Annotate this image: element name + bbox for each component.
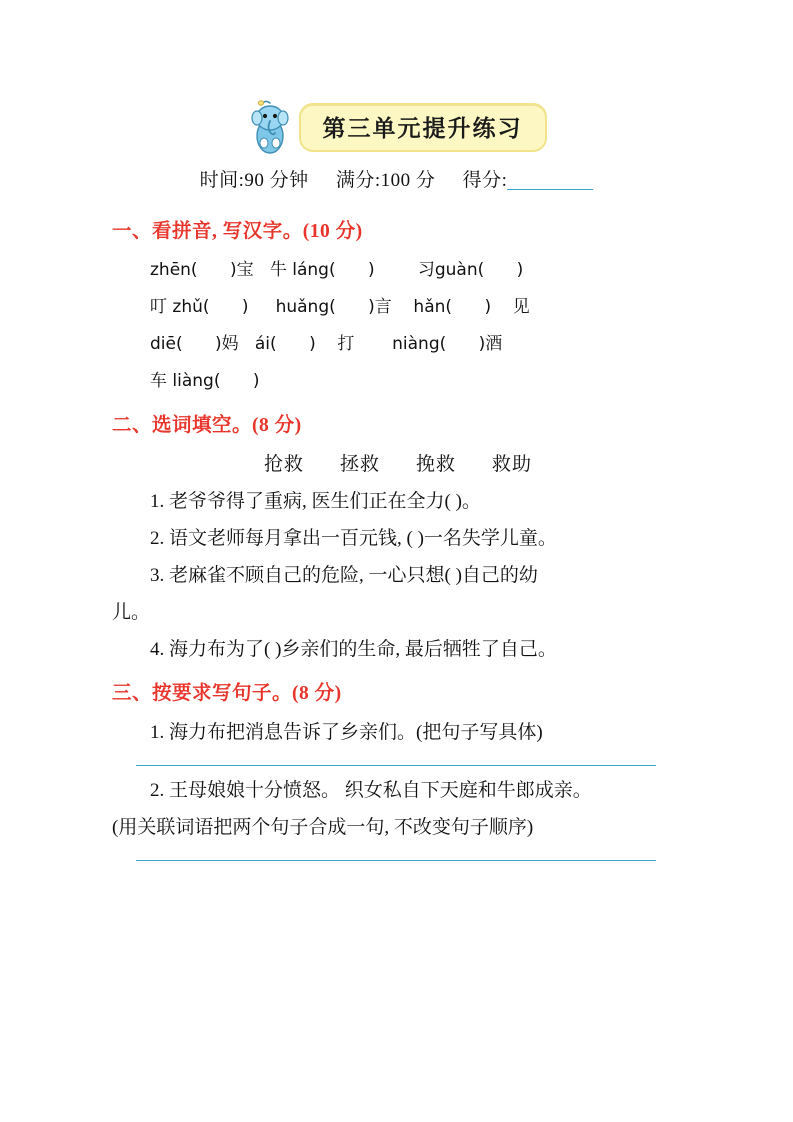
answer-line-2[interactable] (136, 860, 656, 861)
time-label: 时间:90 分钟 (199, 170, 309, 191)
word-bank (112, 446, 712, 483)
pinyin-line-2: 叮 zhǔ( ) huǎng( )言 hǎn( ) 见 (150, 297, 530, 317)
word-bank-item-1: 抢救 (264, 454, 305, 475)
mascot-icon (247, 96, 293, 158)
section-heading-2: 二、选词填空。(8 分) (112, 415, 302, 436)
fill-blank-item-3-wrap: 儿。 (112, 602, 151, 623)
word-bank-item-3: 挽救 (416, 454, 457, 475)
title-row (0, 96, 793, 158)
pinyin-line-4: 车 liàng( ) (150, 371, 260, 391)
fill-blank-item-3: 3. 老麻雀不顾自己的危险, 一心只想( )自己的幼 (150, 565, 538, 586)
exam-info-line (0, 165, 793, 192)
page-title: 第三单元提升练习 (299, 103, 547, 152)
total-score-label: 满分:100 分 (335, 170, 436, 191)
sentence-item-2-note: (用关联词语把两个句子合成一句, 不改变句子顺序) (112, 817, 534, 838)
word-bank-item-4: 救助 (492, 454, 533, 475)
pinyin-line-1: zhēn( )宝 牛 láng( ) 习guàn( ) (150, 260, 524, 280)
section-heading-1: 一、看拼音, 写汉字。(10 分) (112, 221, 363, 242)
fill-blank-item-4: 4. 海力布为了( )乡亲们的生命, 最后牺牲了自己。 (150, 639, 557, 660)
fill-blank-item-1: 1. 老爷爷得了重病, 医生们正在全力( )。 (150, 491, 481, 512)
answer-line-1[interactable] (136, 765, 656, 766)
section-heading-3: 三、按要求写句子。(8 分) (112, 683, 342, 704)
sentence-item-2: 2. 王母娘娘十分愤怒。 织女私自下天庭和牛郎成亲。 (150, 780, 592, 801)
sentence-item-1: 1. 海力布把消息告诉了乡亲们。(把句子写具体) (150, 722, 543, 743)
word-bank-item-2: 拯救 (340, 454, 381, 475)
score-blank[interactable] (507, 170, 593, 190)
pinyin-line-3: diē( )妈 ái( ) 打 niàng( )酒 (150, 334, 503, 354)
worksheet-body (112, 206, 712, 867)
score-label: 得分: (462, 170, 508, 191)
fill-blank-item-2: 2. 语文老师每月拿出一百元钱, ( )一名失学儿童。 (150, 528, 557, 549)
